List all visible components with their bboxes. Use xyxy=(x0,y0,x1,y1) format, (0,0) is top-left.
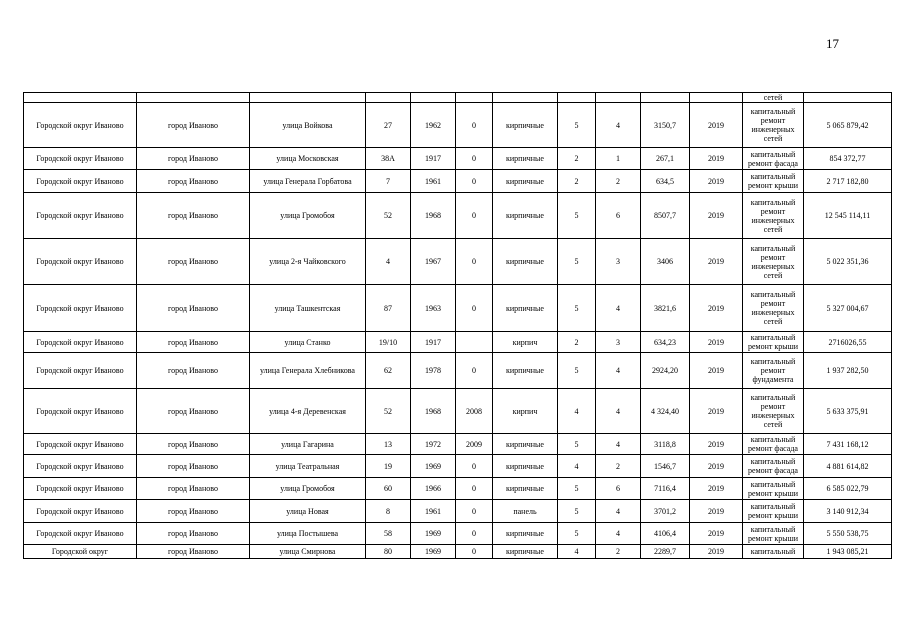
area-cell: 267,1 xyxy=(641,148,690,170)
entrances-cell: 3 xyxy=(596,332,641,353)
work-type-cell: капитальный ремонт крыши xyxy=(743,170,804,193)
settlement-cell: город Иваново xyxy=(137,285,250,332)
year-built-cell: 1978 xyxy=(411,353,456,389)
table-row xyxy=(24,478,892,500)
house-number-cell: 13 xyxy=(366,434,411,455)
work-type-cell: капитальный xyxy=(743,545,804,559)
table-row xyxy=(24,93,892,103)
year-planned-cell: 2019 xyxy=(690,239,743,285)
work-type-cell: капитальный ремонт крыши xyxy=(743,523,804,545)
entrances-cell: 2 xyxy=(596,170,641,193)
municipality-cell: Городской округ Иваново xyxy=(24,332,137,353)
work-type-cell: капитальный ремонт фасада xyxy=(743,455,804,478)
table-row xyxy=(24,193,892,239)
year-built-cell: 1968 xyxy=(411,193,456,239)
entrances-cell: 1 xyxy=(596,148,641,170)
work-type-cell: капитальный ремонт инженерных сетей xyxy=(743,239,804,285)
cost-cell: 1 943 085,21 xyxy=(804,545,892,559)
table-row xyxy=(24,332,892,353)
work-type-cell: сетей xyxy=(743,93,804,103)
entrances-cell: 2 xyxy=(596,545,641,559)
municipality-cell: Городской округ Иваново xyxy=(24,389,137,434)
floors-cell xyxy=(558,93,596,103)
cost-cell: 7 431 168,12 xyxy=(804,434,892,455)
wall-material-cell: кирпич xyxy=(493,389,558,434)
table-row xyxy=(24,103,892,148)
area-cell: 8507,7 xyxy=(641,193,690,239)
area-cell: 634,5 xyxy=(641,170,690,193)
cost-cell: 12 545 114,11 xyxy=(804,193,892,239)
wall-material-cell: кирпичные xyxy=(493,103,558,148)
wall-material-cell: кирпичные xyxy=(493,455,558,478)
year-built-cell: 1968 xyxy=(411,389,456,434)
municipality-cell: Городской округ Иваново xyxy=(24,353,137,389)
entrances-cell: 6 xyxy=(596,478,641,500)
work-type-cell: капитальный ремонт фасада xyxy=(743,148,804,170)
work-type-cell: капитальный ремонт крыши xyxy=(743,332,804,353)
year-built-cell: 1917 xyxy=(411,148,456,170)
house-number-cell: 62 xyxy=(366,353,411,389)
house-number-cell: 4 xyxy=(366,239,411,285)
year-planned-cell: 2019 xyxy=(690,170,743,193)
work-type-cell: капитальный ремонт крыши xyxy=(743,500,804,523)
work-type-cell: капитальный ремонт инженерных сетей xyxy=(743,103,804,148)
area-cell: 3118,8 xyxy=(641,434,690,455)
year-planned-cell: 2019 xyxy=(690,285,743,332)
table-row xyxy=(24,239,892,285)
cost-cell: 854 372,77 xyxy=(804,148,892,170)
settlement-cell: город Иваново xyxy=(137,500,250,523)
year-renovated-cell xyxy=(456,332,493,353)
cost-cell: 5 065 879,42 xyxy=(804,103,892,148)
municipality-cell: Городской округ Иваново xyxy=(24,193,137,239)
area-cell: 2924,20 xyxy=(641,353,690,389)
entrances-cell: 4 xyxy=(596,434,641,455)
table-row xyxy=(24,500,892,523)
floors-cell: 2 xyxy=(558,170,596,193)
cost-cell: 2 717 182,80 xyxy=(804,170,892,193)
wall-material-cell: кирпичные xyxy=(493,434,558,455)
house-number-cell: 87 xyxy=(366,285,411,332)
year-built-cell: 1972 xyxy=(411,434,456,455)
house-number-cell xyxy=(366,93,411,103)
year-renovated-cell: 0 xyxy=(456,455,493,478)
floors-cell: 5 xyxy=(558,103,596,148)
year-built-cell: 1962 xyxy=(411,103,456,148)
floors-cell: 5 xyxy=(558,239,596,285)
street-cell: улица 2-я Чайковского xyxy=(250,239,366,285)
area-cell: 3701,2 xyxy=(641,500,690,523)
area-cell: 4 324,40 xyxy=(641,389,690,434)
house-number-cell: 60 xyxy=(366,478,411,500)
cost-cell: 1 937 282,50 xyxy=(804,353,892,389)
year-renovated-cell: 0 xyxy=(456,500,493,523)
area-cell: 3150,7 xyxy=(641,103,690,148)
municipality-cell: Городской округ Иваново xyxy=(24,500,137,523)
cost-cell: 5 550 538,75 xyxy=(804,523,892,545)
year-built-cell: 1961 xyxy=(411,170,456,193)
year-renovated-cell: 2008 xyxy=(456,389,493,434)
table-body xyxy=(24,93,892,559)
floors-cell: 2 xyxy=(558,148,596,170)
cost-cell: 4 881 614,82 xyxy=(804,455,892,478)
municipality-cell: Городской округ Иваново xyxy=(24,455,137,478)
settlement-cell: город Иваново xyxy=(137,332,250,353)
cost-cell: 3 140 912,34 xyxy=(804,500,892,523)
year-built-cell: 1967 xyxy=(411,239,456,285)
work-type-cell: капитальный ремонт фундамента xyxy=(743,353,804,389)
entrances-cell: 4 xyxy=(596,285,641,332)
entrances-cell: 4 xyxy=(596,103,641,148)
house-number-cell: 58 xyxy=(366,523,411,545)
area-cell: 7116,4 xyxy=(641,478,690,500)
area-cell: 2289,7 xyxy=(641,545,690,559)
table-row xyxy=(24,148,892,170)
entrances-cell: 2 xyxy=(596,455,641,478)
settlement-cell xyxy=(137,93,250,103)
street-cell: улица Громобоя xyxy=(250,193,366,239)
house-number-cell: 19 xyxy=(366,455,411,478)
municipality-cell: Городской округ Иваново xyxy=(24,103,137,148)
street-cell: улица Московская xyxy=(250,148,366,170)
year-planned-cell: 2019 xyxy=(690,332,743,353)
settlement-cell: город Иваново xyxy=(137,478,250,500)
table-row xyxy=(24,389,892,434)
year-planned-cell: 2019 xyxy=(690,389,743,434)
year-planned-cell: 2019 xyxy=(690,523,743,545)
house-number-cell: 80 xyxy=(366,545,411,559)
year-planned-cell: 2019 xyxy=(690,353,743,389)
work-type-cell: капитальный ремонт крыши xyxy=(743,478,804,500)
table-row xyxy=(24,353,892,389)
floors-cell: 5 xyxy=(558,478,596,500)
area-cell: 1546,7 xyxy=(641,455,690,478)
settlement-cell: город Иваново xyxy=(137,193,250,239)
year-built-cell: 1961 xyxy=(411,500,456,523)
street-cell: улица 4-я Деревенская xyxy=(250,389,366,434)
house-number-cell: 52 xyxy=(366,193,411,239)
year-renovated-cell: 0 xyxy=(456,545,493,559)
floors-cell: 5 xyxy=(558,285,596,332)
street-cell: улица Станко xyxy=(250,332,366,353)
work-type-cell: капитальный ремонт инженерных сетей xyxy=(743,285,804,332)
cost-cell: 6 585 022,79 xyxy=(804,478,892,500)
cost-cell: 5 327 004,67 xyxy=(804,285,892,332)
settlement-cell: город Иваново xyxy=(137,389,250,434)
municipality-cell: Городской округ Иваново xyxy=(24,523,137,545)
entrances-cell xyxy=(596,93,641,103)
entrances-cell: 4 xyxy=(596,500,641,523)
area-cell xyxy=(641,93,690,103)
table-row xyxy=(24,523,892,545)
area-cell: 634,23 xyxy=(641,332,690,353)
year-planned-cell: 2019 xyxy=(690,500,743,523)
wall-material-cell: кирпичные xyxy=(493,285,558,332)
entrances-cell: 4 xyxy=(596,523,641,545)
wall-material-cell: кирпичные xyxy=(493,478,558,500)
entrances-cell: 3 xyxy=(596,239,641,285)
street-cell: улица Генерала Хлебникова xyxy=(250,353,366,389)
street-cell: улица Войкова xyxy=(250,103,366,148)
year-built-cell: 1966 xyxy=(411,478,456,500)
settlement-cell: город Иваново xyxy=(137,455,250,478)
municipality-cell xyxy=(24,93,137,103)
house-number-cell: 7 xyxy=(366,170,411,193)
street-cell: улица Ташкентская xyxy=(250,285,366,332)
floors-cell: 4 xyxy=(558,545,596,559)
work-type-cell: капитальный ремонт инженерных сетей xyxy=(743,389,804,434)
street-cell: улица Громобоя xyxy=(250,478,366,500)
municipality-cell: Городской округ Иваново xyxy=(24,434,137,455)
year-planned-cell: 2019 xyxy=(690,455,743,478)
work-type-cell: капитальный ремонт инженерных сетей xyxy=(743,193,804,239)
floors-cell: 4 xyxy=(558,389,596,434)
year-built-cell: 1917 xyxy=(411,332,456,353)
year-built-cell: 1969 xyxy=(411,523,456,545)
year-built-cell: 1969 xyxy=(411,455,456,478)
year-planned-cell: 2019 xyxy=(690,193,743,239)
municipality-cell: Городской округ Иваново xyxy=(24,170,137,193)
area-cell: 3821,6 xyxy=(641,285,690,332)
cost-cell: 2716026,55 xyxy=(804,332,892,353)
year-renovated-cell xyxy=(456,93,493,103)
year-renovated-cell: 0 xyxy=(456,239,493,285)
work-type-cell: капитальный ремонт фасада xyxy=(743,434,804,455)
year-planned-cell: 2019 xyxy=(690,478,743,500)
house-number-cell: 52 xyxy=(366,389,411,434)
street-cell: улица Постышева xyxy=(250,523,366,545)
entrances-cell: 4 xyxy=(596,389,641,434)
year-renovated-cell: 0 xyxy=(456,478,493,500)
wall-material-cell: кирпичные xyxy=(493,170,558,193)
cost-cell: 5 022 351,36 xyxy=(804,239,892,285)
floors-cell: 5 xyxy=(558,193,596,239)
house-number-cell: 27 xyxy=(366,103,411,148)
floors-cell: 5 xyxy=(558,523,596,545)
wall-material-cell: панель xyxy=(493,500,558,523)
year-built-cell xyxy=(411,93,456,103)
wall-material-cell: кирпичные xyxy=(493,545,558,559)
municipality-cell: Городской округ xyxy=(24,545,137,559)
year-renovated-cell: 2009 xyxy=(456,434,493,455)
floors-cell: 5 xyxy=(558,500,596,523)
year-built-cell: 1969 xyxy=(411,545,456,559)
floors-cell: 2 xyxy=(558,332,596,353)
year-planned-cell: 2019 xyxy=(690,148,743,170)
cost-cell: 5 633 375,91 xyxy=(804,389,892,434)
wall-material-cell: кирпичные xyxy=(493,148,558,170)
street-cell: улица Генерала Горбатова xyxy=(250,170,366,193)
municipality-cell: Городской округ Иваново xyxy=(24,285,137,332)
settlement-cell: город Иваново xyxy=(137,103,250,148)
settlement-cell: город Иваново xyxy=(137,523,250,545)
house-number-cell: 38А xyxy=(366,148,411,170)
street-cell: улица Гагарина xyxy=(250,434,366,455)
year-renovated-cell: 0 xyxy=(456,103,493,148)
settlement-cell: город Иваново xyxy=(137,353,250,389)
table-row xyxy=(24,455,892,478)
table-row xyxy=(24,285,892,332)
wall-material-cell: кирпичные xyxy=(493,353,558,389)
wall-material-cell: кирпич xyxy=(493,332,558,353)
year-renovated-cell: 0 xyxy=(456,523,493,545)
street-cell xyxy=(250,93,366,103)
year-built-cell: 1963 xyxy=(411,285,456,332)
wall-material-cell: кирпичные xyxy=(493,523,558,545)
street-cell: улица Театральная xyxy=(250,455,366,478)
floors-cell: 5 xyxy=(558,353,596,389)
wall-material-cell: кирпичные xyxy=(493,193,558,239)
year-planned-cell xyxy=(690,93,743,103)
page-number: 17 xyxy=(826,36,839,51)
area-cell: 3406 xyxy=(641,239,690,285)
municipality-cell: Городской округ Иваново xyxy=(24,239,137,285)
settlement-cell: город Иваново xyxy=(137,545,250,559)
municipality-cell: Городской округ Иваново xyxy=(24,478,137,500)
settlement-cell: город Иваново xyxy=(137,148,250,170)
house-number-cell: 19/10 xyxy=(366,332,411,353)
year-renovated-cell: 0 xyxy=(456,285,493,332)
settlement-cell: город Иваново xyxy=(137,239,250,285)
year-planned-cell: 2019 xyxy=(690,545,743,559)
table-row xyxy=(24,434,892,455)
cost-cell xyxy=(804,93,892,103)
year-planned-cell: 2019 xyxy=(690,434,743,455)
year-renovated-cell: 0 xyxy=(456,353,493,389)
street-cell: улица Новая xyxy=(250,500,366,523)
year-renovated-cell: 0 xyxy=(456,170,493,193)
floors-cell: 5 xyxy=(558,434,596,455)
entrances-cell: 4 xyxy=(596,353,641,389)
entrances-cell: 6 xyxy=(596,193,641,239)
municipality-cell: Городской округ Иваново xyxy=(24,148,137,170)
settlement-cell: город Иваново xyxy=(137,434,250,455)
repair-program-table xyxy=(23,92,892,559)
house-number-cell: 8 xyxy=(366,500,411,523)
year-renovated-cell: 0 xyxy=(456,148,493,170)
floors-cell: 4 xyxy=(558,455,596,478)
table-row xyxy=(24,170,892,193)
settlement-cell: город Иваново xyxy=(137,170,250,193)
area-cell: 4106,4 xyxy=(641,523,690,545)
table-row xyxy=(24,545,892,559)
wall-material-cell xyxy=(493,93,558,103)
wall-material-cell: кирпичные xyxy=(493,239,558,285)
year-renovated-cell: 0 xyxy=(456,193,493,239)
year-planned-cell: 2019 xyxy=(690,103,743,148)
street-cell: улица Смирнова xyxy=(250,545,366,559)
